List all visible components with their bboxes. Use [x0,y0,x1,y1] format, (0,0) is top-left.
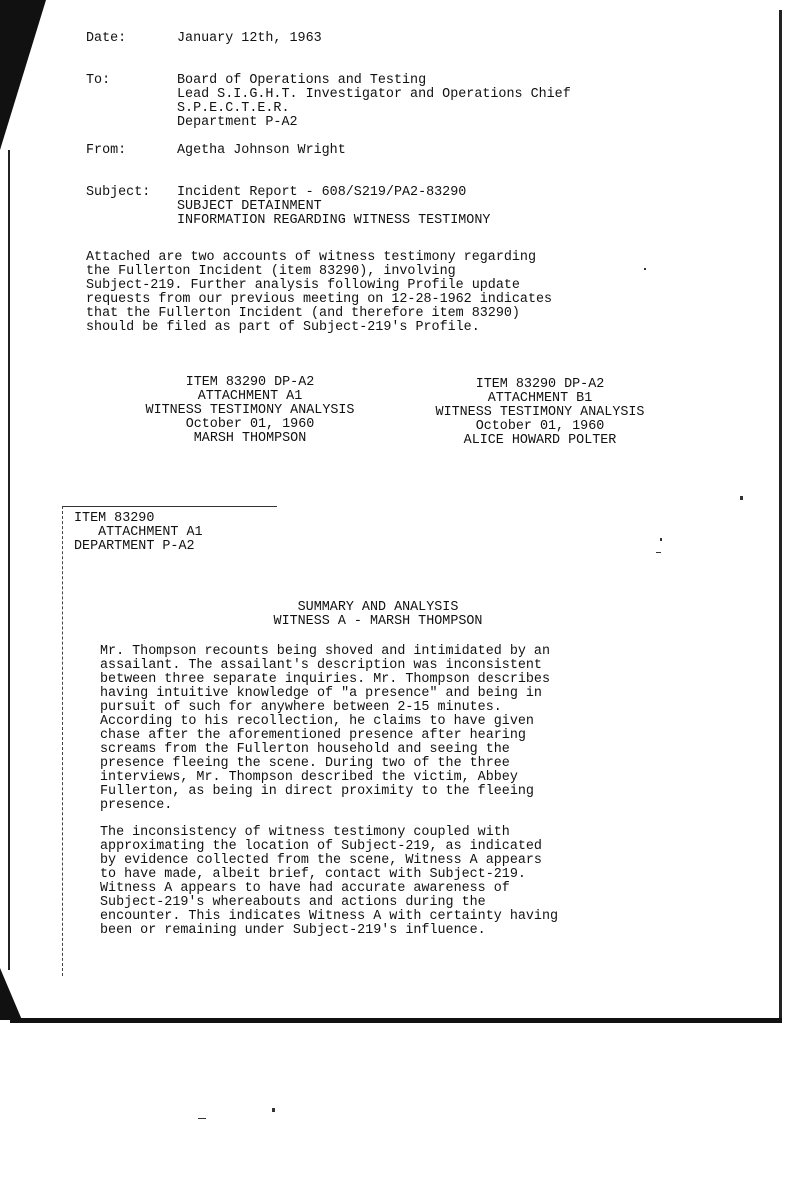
p2-line-3: by evidence collected from the scene, Witness A appears [100,853,542,868]
section-subtitle: WITNESS A - MARSH THOMPSON [273,614,483,629]
scan-speck [656,552,661,553]
attachment-b1-line-1: ITEM 83290 DP-A2 [475,377,605,392]
p1-line-1: Mr. Thompson recounts being shoved and intimidated by an [100,644,550,659]
intro-line-3: Subject-219. Further analysis following Profile update [86,278,520,293]
scan-edge-bottom [10,1018,782,1023]
scan-edge-left [8,150,10,970]
attachment-department-line: DEPARTMENT P-A2 [74,539,195,554]
date-label: Date: [86,31,127,46]
attachment-a1-line-4: October 01, 1960 [185,417,315,432]
attachment-id-line: ATTACHMENT A1 [74,525,203,540]
p1-line-4: having intuitive knowledge of "a presence" and being in [100,686,542,701]
attachment-b1-line-3: WITNESS TESTIMONY ANALYSIS [435,405,645,420]
scan-speck [198,1118,206,1119]
intro-line-1: Attached are two accounts of witness testimony regarding [86,250,536,265]
attachment-item-line: ITEM 83290 [74,511,155,526]
p1-line-11: Fullerton, as being in direct proximity to the fleeing [100,784,534,799]
to-line-4: Department P-A2 [177,115,298,130]
p2-line-4: to have made, albeit brief, contact with Subject-219. [100,867,526,882]
attachment-box-top-edge [62,506,277,507]
from-value: Agetha Johnson Wright [177,143,346,158]
attachment-b1-line-5: ALICE HOWARD POLTER [463,433,617,448]
scan-edge-bottom-left [0,968,22,1020]
p1-line-3: between three separate inquiries. Mr. Thompson describes [100,672,550,687]
scan-speck [644,268,646,270]
attachment-a1-line-2: ATTACHMENT A1 [197,389,303,404]
p1-line-5: pursuit of such for anywhere between 2-15 minutes. [100,700,502,715]
attachment-a1-line-3: WITNESS TESTIMONY ANALYSIS [145,403,355,418]
intro-line-2: the Fullerton Incident (item 83290), involving [86,264,456,279]
attachment-b1-line-4: October 01, 1960 [475,419,605,434]
p2-line-2: approximating the location of Subject-219, as indicated [100,839,542,854]
p2-line-8: been or remaining under Subject-219's influence. [100,923,486,938]
scan-speck [740,496,743,500]
intro-line-5: that the Fullerton Incident (and therefore item 83290) [86,306,520,321]
scan-edge-top-left [0,0,46,150]
subject-line-2: SUBJECT DETAINMENT [177,199,322,214]
subject-line-1: Incident Report - 608/S219/PA2-83290 [177,185,467,200]
intro-line-6: should be filed as part of Subject-219's Profile. [86,320,480,335]
p1-line-10: interviews, Mr. Thompson described the victim, Abbey [100,770,518,785]
to-line-2: Lead S.I.G.H.T. Investigator and Operations Chief [177,87,571,102]
scan-speck [272,1108,275,1112]
scan-speck [660,538,662,541]
attachment-a1-line-1: ITEM 83290 DP-A2 [185,375,315,390]
p1-line-2: assailant. The assailant's description was inconsistent [100,658,542,673]
scan-edge-right [779,10,782,1018]
to-line-3: S.P.E.C.T.E.R. [177,101,290,116]
to-line-1: Board of Operations and Testing [177,73,427,88]
p1-line-12: presence. [100,798,173,813]
to-label: To: [86,73,111,88]
p1-line-9: presence fleeing the scene. During two of the three [100,756,510,771]
attachment-a1-line-5: MARSH THOMPSON [193,431,307,446]
p2-line-6: Subject-219's whereabouts and actions during the [100,895,486,910]
attachment-b1-line-2: ATTACHMENT B1 [487,391,593,406]
p2-line-1: The inconsistency of witness testimony coupled with [100,825,510,840]
intro-line-4: requests from our previous meeting on 12-28-1962 indicates [86,292,553,307]
p1-line-6: According to his recollection, he claims to have given [100,714,534,729]
section-title: SUMMARY AND ANALYSIS [297,600,459,615]
p1-line-7: chase after the aforementioned presence after hearing [100,728,526,743]
p2-line-5: Witness A appears to have had accurate awareness of [100,881,510,896]
subject-line-3: INFORMATION REGARDING WITNESS TESTIMONY [177,213,491,228]
p1-line-8: screams from the Fullerton household and seeing the [100,742,510,757]
attachment-box-left-edge [62,506,64,976]
date-value: January 12th, 1963 [177,31,322,46]
subject-label: Subject: [86,185,151,200]
from-label: From: [86,143,127,158]
p2-line-7: encounter. This indicates Witness A with certainty having [100,909,559,924]
